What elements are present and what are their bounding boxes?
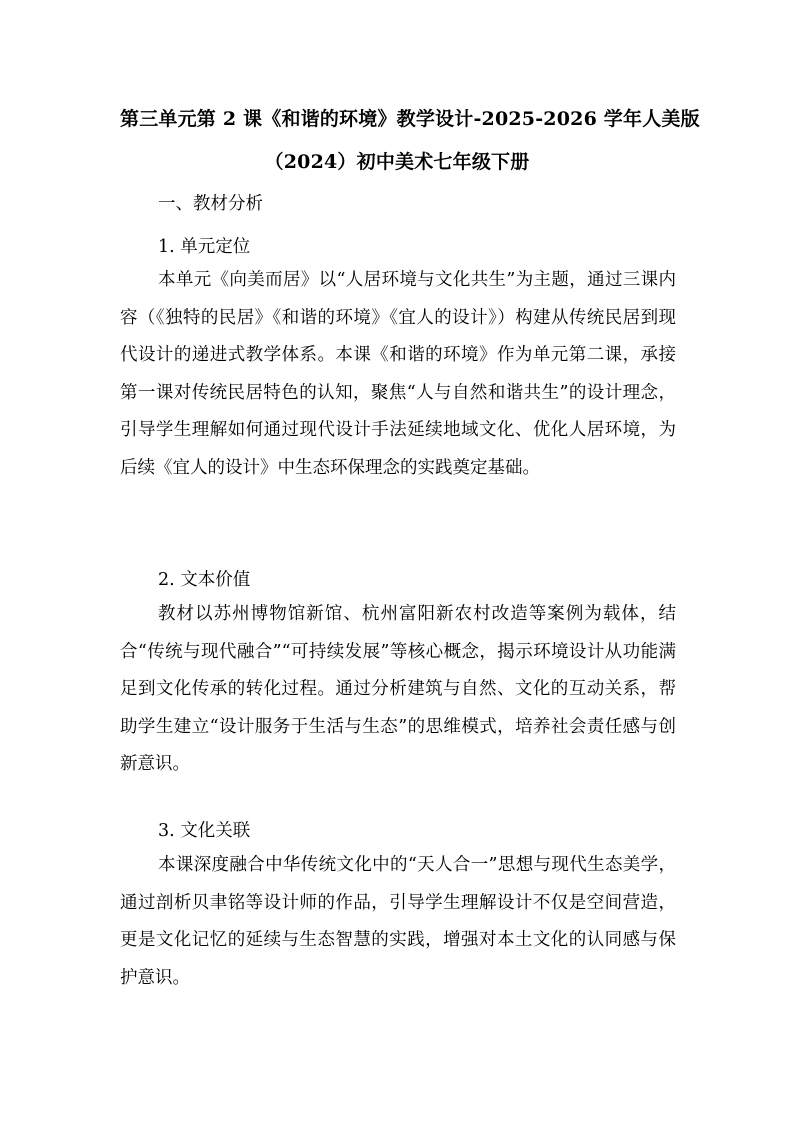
subsection-heading-cultural-connection: 3. 文化关联 [158, 821, 251, 841]
paragraph-unit-positioning: 本单元《向美而居》以“人居环境与文化共生”为主题，通过三课内容（《独特的民居》《和谐的环境》《宜人的设计》）构建从传统民居到现代设计的递进式教学体系。本课《和谐的环境》作为单元第二课，承接第一课对传统民居特色的认知，聚焦“人与自然和谐共生”的设计理念，引导学生理解如何通过现代设计手法延续地域文化、优化人居环境，为后续《宜人的设计》中生态环保理念的实践奠定基础。 [120, 270, 676, 478]
subsection-heading-unit-positioning: 1. 单元定位 [158, 237, 251, 257]
document-title-line-2: （2024）初中美术七年级下册 [264, 151, 530, 173]
document-title-line-1: 第三单元第 2 课《和谐的环境》教学设计-2025-2026 学年人美版 [120, 108, 700, 130]
paragraph-text-value: 教材以苏州博物馆新馆、杭州富阳新农村改造等案例为载体，结合“传统与现代融合”“可持续发展”等核心概念，揭示环境设计从功能满足到文化传承的转化过程。通过分析建筑与自然、文化的互动关系，帮助学生建立“设计服务于生活与生态”的思维模式，培养社会责任感与创新意识。 [120, 604, 676, 774]
section-heading-textbook-analysis: 一、教材分析 [158, 194, 263, 214]
paragraph-cultural-connection: 本课深度融合中华传统文化中的“天人合一”思想与现代生态美学，通过剖析贝聿铭等设计师的作品，引导学生理解设计不仅是空间营造，更是文化记忆的延续与生态智慧的实践，增强对本土文化的认同感与保护意识。 [120, 855, 676, 988]
subsection-heading-text-value: 2. 文本价值 [158, 570, 251, 590]
